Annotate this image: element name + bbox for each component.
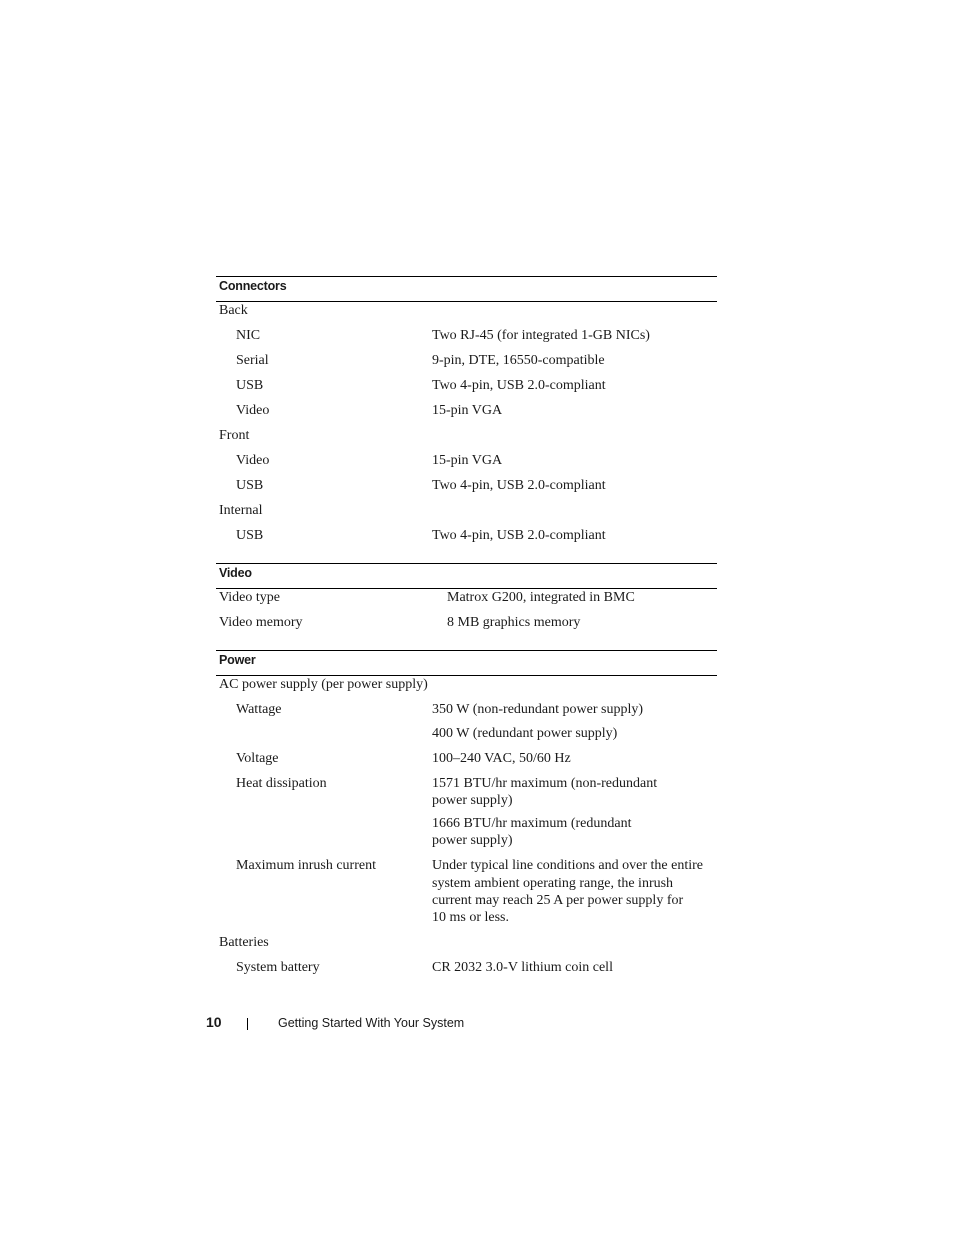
wattage-value-non-redundant: 350 W (non-redundant power supply) [432,702,643,717]
back-label: Back [219,303,248,318]
power-section-header [216,650,717,676]
video-section-header [216,563,717,589]
system-battery-label: System battery [236,960,320,975]
footer-title: Getting Started With Your System [278,1016,465,1030]
heat-value-1-line-1: 1571 BTU/hr maximum (non-redundant [432,776,658,791]
back-usb-label: USB [236,378,264,393]
inrush-value-line-3: current may reach 25 A per power supply for [432,893,684,908]
video-title: Video [219,566,252,580]
internal-usb-value: Two 4-pin, USB 2.0-compliant [432,528,606,543]
back-serial-label: Serial [236,353,269,368]
internal-usb-label: USB [236,528,264,543]
front-video-label: Video [236,453,270,468]
inrush-value-line-1: Under typical line conditions and over the entire [432,858,703,873]
heat-value-2-line-1: 1666 BTU/hr maximum (redundant [432,816,632,831]
video-memory-value: 8 MB graphics memory [447,615,581,630]
connectors-title: Connectors [219,279,287,293]
back-nic-value: Two RJ-45 (for integrated 1-GB NICs) [432,328,650,343]
inrush-value-line-2: system ambient operating range, the inrush [432,876,674,891]
system-battery-value: CR 2032 3.0-V lithium coin cell [432,960,613,975]
back-video-value: 15-pin VGA [432,403,503,418]
voltage-label: Voltage [236,751,279,766]
internal-label: Internal [219,503,263,518]
back-nic-label: NIC [236,328,261,343]
heat-dissipation-label: Heat dissipation [236,776,327,791]
front-video-value: 15-pin VGA [432,453,503,468]
front-label: Front [219,428,250,443]
back-serial-value: 9-pin, DTE, 16550-compatible [432,353,605,368]
voltage-value: 100–240 VAC, 50/60 Hz [432,751,571,766]
connectors-section-header [216,276,717,302]
back-usb-value: Two 4-pin, USB 2.0-compliant [432,378,606,393]
power-title: Power [219,653,256,667]
video-memory-label: Video memory [219,615,303,630]
back-video-label: Video [236,403,270,418]
video-type-value: Matrox G200, integrated in BMC [447,590,635,605]
inrush-current-label: Maximum inrush current [236,858,376,873]
heat-value-1-line-2: power supply) [432,793,513,808]
inrush-value-line-4: 10 ms or less. [432,910,509,925]
page-number: 10 [206,1014,222,1030]
front-usb-label: USB [236,478,264,493]
wattage-value-redundant: 400 W (redundant power supply) [432,726,618,741]
heat-value-2-line-2: power supply) [432,833,513,848]
batteries-label: Batteries [219,935,269,950]
front-usb-value: Two 4-pin, USB 2.0-compliant [432,478,606,493]
wattage-label: Wattage [236,702,282,717]
ac-power-supply-label: AC power supply (per power supply) [219,677,428,692]
video-type-label: Video type [219,590,280,605]
footer-separator [247,1018,248,1030]
